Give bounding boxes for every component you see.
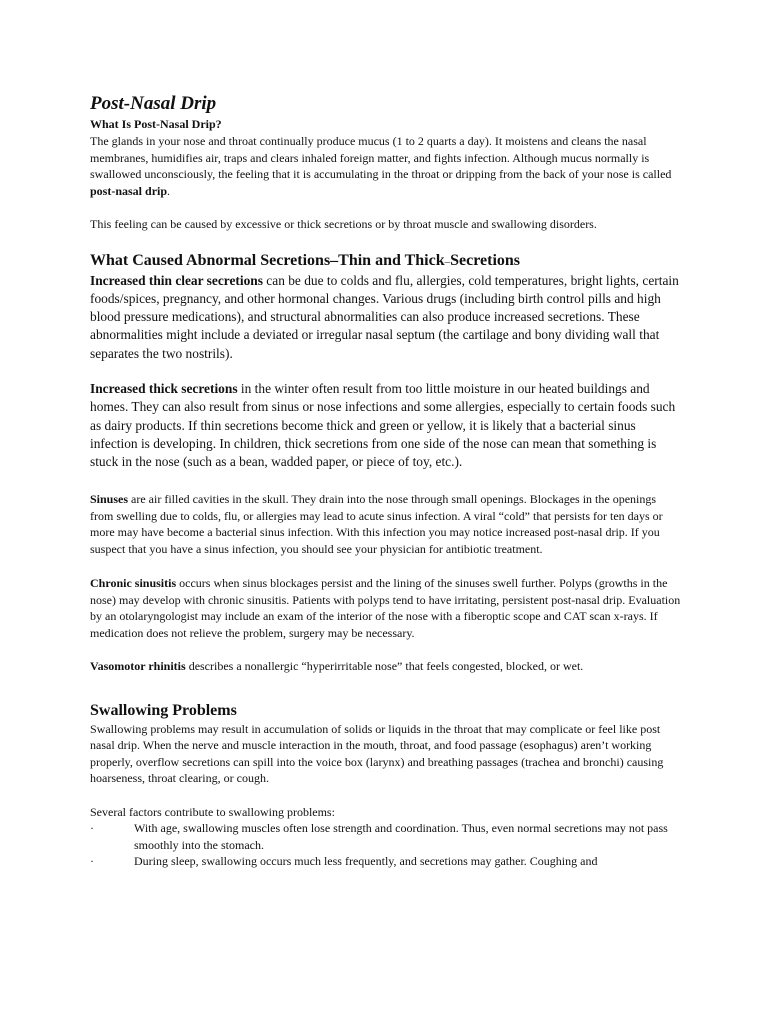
chronic-sinusitis-text: occurs when sinus blockages persist and the lining of the sinuses swell further. Polyps (growths in the nose) may develop with chronic sinusitis. Patients with polyps tend to have irritating, persistent post-nasal drip. Evaluation by an otolaryngologist may include an exam of the interior of the nose with a fiberoptic scope and CAT scan x-rays. If medication does not relieve the problem, surgery may be necessary. xyxy=(90,576,681,640)
bullet-item xyxy=(90,853,682,870)
thick-secretions-bold: Increased thick secretions xyxy=(90,380,238,396)
intro-paragraph-1 xyxy=(90,133,682,199)
intro-p1-bold: post-nasal drip xyxy=(90,183,168,198)
vasomotor-bold: Vasomotor rhinitis xyxy=(90,659,186,674)
thick-secretions-text: in the winter often result from too little moisture in our heated buildings and homes. They can also result from sinus or nose infections and some allergies, especially to certain foods such as dairy products. If thin secretions become thick and green or yellow, it is likely that a bacterial sinus infection is developing. In children, thick secretions from one side of the nose can mean that something is stuck in the nose (such as a bean, wadded paper, or piece of toy, etc.). xyxy=(90,380,676,470)
intro-p1-end: . xyxy=(167,183,171,198)
bullet-text: During sleep, swallowing occurs much less frequently, and secretions may gather. Coughing and xyxy=(134,854,598,869)
vasomotor-text: describes a nonallergic “hyperirritable nose” that feels congested, blocked, or wet. xyxy=(185,659,584,674)
swallowing-paragraph-1: Swallowing problems may result in accumulation of solids or liquids in the throat that may complicate or feel like post nasal drip. When the nerve and muscle interaction in the mouth, throat, and food passage (esophagus) aren’t working properly, overflow secretions can spill into the voice box (larynx) and breathing passages (trachea and bronchi) causing hoarseness, throat clearing, or cough. xyxy=(90,721,664,786)
swallowing-paragraph-2: Several factors contribute to swallowing problems: xyxy=(90,804,335,819)
chronic-sinusitis-bold: Chronic sinusitis xyxy=(90,576,177,591)
thin-secretions-bold: Increased thin clear secretions xyxy=(90,272,263,288)
secretions-heading-dash: – xyxy=(444,255,451,268)
intro-p1-text: The glands in your nose and throat continually produce mucus (1 to 2 quarts a day). It moistens and cleans the nasal membranes, humidifies air, traps and clears inhaled foreign matter, and fights infection. Although mucus normally is swallowed unconsciously, the feeling that it is accumulating in the throat or dripping from the back of your nose is called xyxy=(90,134,672,181)
bullet-mark: · xyxy=(90,821,94,836)
sinuses-text: are air filled cavities in the skull. They drain into the nose through small openings. Blockages in the openings from swelling due to colds, flu, or allergies may lead to acute sinus infection. A viral “cold” that persists for ten days or more may have become a bacterial sinus infection. With this infection you may notice increased post-nasal drip. If you suspect that you have a sinus infection, you should see your physician for antibiotic treatment. xyxy=(90,492,663,556)
document-title: Post-Nasal Drip xyxy=(90,93,217,114)
bullet-mark: · xyxy=(90,854,94,869)
chronic-sinusitis-paragraph xyxy=(90,575,682,641)
thin-secretions-paragraph xyxy=(90,272,682,363)
intro-heading: What Is Post-Nasal Drip? xyxy=(90,117,222,131)
secretions-heading xyxy=(90,251,682,272)
vasomotor-paragraph xyxy=(90,658,682,675)
sinuses-paragraph xyxy=(90,491,682,557)
intro-paragraph-2: This feeling can be caused by excessive or thick secretions or by throat muscle and swallowing disorders. xyxy=(90,217,597,231)
document-body xyxy=(90,92,682,870)
swallowing-heading: Swallowing Problems xyxy=(90,701,237,719)
secretions-heading-main: What Caused Abnormal Secretions–Thin and Thick xyxy=(90,251,445,269)
thin-secretions-text: can be due to colds and flu, allergies, cold temperatures, bright lights, certain foods/spices, pregnancy, and other hormonal changes. Various drugs (including birth control pills and high blood pressure medications), and structural abnormalities can also produce increased secretions. These abnormalities might include a deviated or irregular nasal septum (the cartilage and bony dividing wall that separates the two nostrils). xyxy=(90,272,679,361)
secretions-heading-end: Secretions xyxy=(450,251,521,269)
thick-secretions-paragraph xyxy=(90,380,682,471)
sinuses-bold: Sinuses xyxy=(90,492,129,507)
bullet-text: With age, swallowing muscles often lose strength and coordination. Thus, even normal secretions may not pass smoothly into the stomach. xyxy=(134,821,668,852)
bullet-item xyxy=(90,820,682,853)
